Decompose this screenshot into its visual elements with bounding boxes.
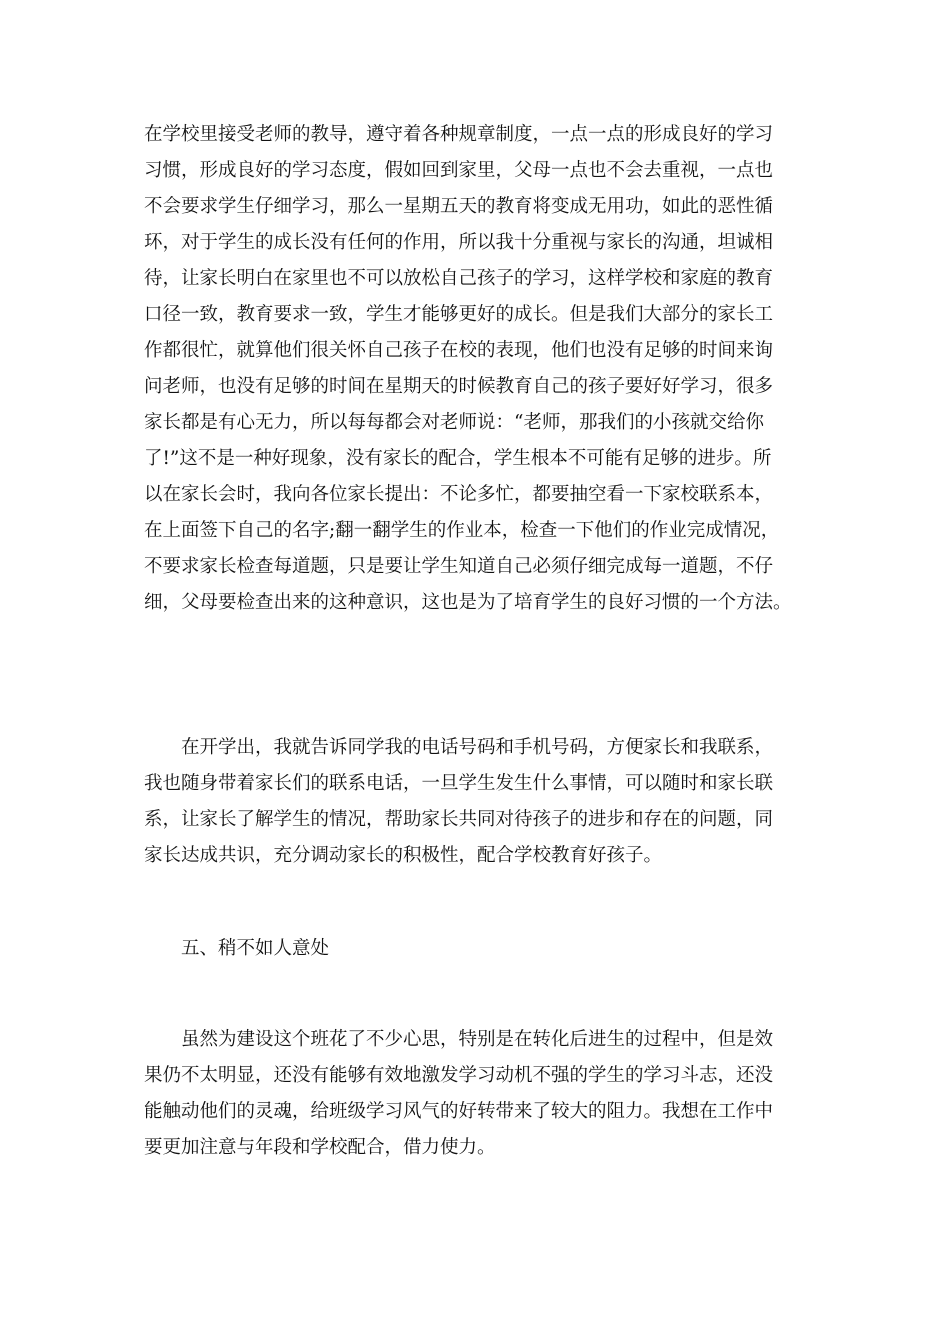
- text-line: 系，让家长了解学生的情况，帮助家长共同对待孩子的进步和存在的问题，同: [144, 809, 774, 830]
- text-line: 环，对于学生的成长没有任何的作用，所以我十分重视与家长的沟通，坦诚相: [144, 232, 774, 253]
- text-line: 在开学出，我就告诉同学我的电话号码和手机号码，方便家长和我联系，: [181, 737, 774, 758]
- text-line: 不会要求学生仔细学习，那么一星期五天的教育将变成无用功，如此的恶性循: [144, 196, 774, 217]
- text-line: 在学校里接受老师的教导，遵守着各种规章制度，一点一点的形成良好的学习: [144, 124, 774, 145]
- text-line: 了!”这不是一种好现象，没有家长的配合，学生根本不可能有足够的进步。所: [144, 448, 772, 469]
- text-line: 习惯，形成良好的学习态度，假如回到家里，父母一点也不会去重视，一点也: [144, 160, 774, 181]
- text-line: 在上面签下自己的名字;翻一翻学生的作业本，检查一下他们的作业完成情况，: [144, 520, 780, 541]
- text-line: 细，父母要检查出来的这种意识，这也是为了培育学生的良好习惯的一个方法。: [144, 592, 792, 613]
- text-line: 我也随身带着家长们的联系电话，一旦学生发生什么事情，可以随时和家长联: [144, 773, 774, 794]
- text-line: 家长都是有心无力，所以每每都会对老师说：“老师，那我们的小孩就交给你: [144, 412, 764, 433]
- text-line: 口径一致，教育要求一致，学生才能够更好的成长。但是我们大部分的家长工: [144, 304, 774, 325]
- text-line: 要更加注意与年段和学校配合，借力使力。: [144, 1137, 496, 1158]
- text-line: 能触动他们的灵魂，给班级学习风气的好转带来了较大的阻力。我想在工作中: [144, 1101, 774, 1122]
- text-line: 果仍不太明显，还没有能够有效地激发学习动机不强的学生的学习斗志，还没: [144, 1065, 774, 1086]
- text-line: 待，让家长明白在家里也不可以放松自己孩子的学习，这样学校和家庭的教育: [144, 268, 774, 289]
- text-line: 虽然为建设这个班花了不少心思，特别是在转化后进生的过程中，但是效: [181, 1029, 774, 1050]
- text-line: 作都很忙，就算他们很关怀自己孩子在校的表现，他们也没有足够的时间来询: [144, 340, 774, 361]
- section-heading-text: 五、稍不如人意处: [181, 938, 330, 959]
- text-line: 问老师，也没有足够的时间在星期天的时候教育自己的孩子要好好学习，很多: [144, 376, 774, 397]
- text-line: 不要求家长检查每道题，只是要让学生知道自己必须仔细完成每一道题，不仔: [144, 556, 774, 577]
- text-line: 家长达成共识，充分调动家长的积极性，配合学校教育好孩子。: [144, 845, 663, 866]
- text-line: 以在家长会时，我向各位家长提出：不论多忙，都要抽空看一下家校联系本，: [144, 484, 774, 505]
